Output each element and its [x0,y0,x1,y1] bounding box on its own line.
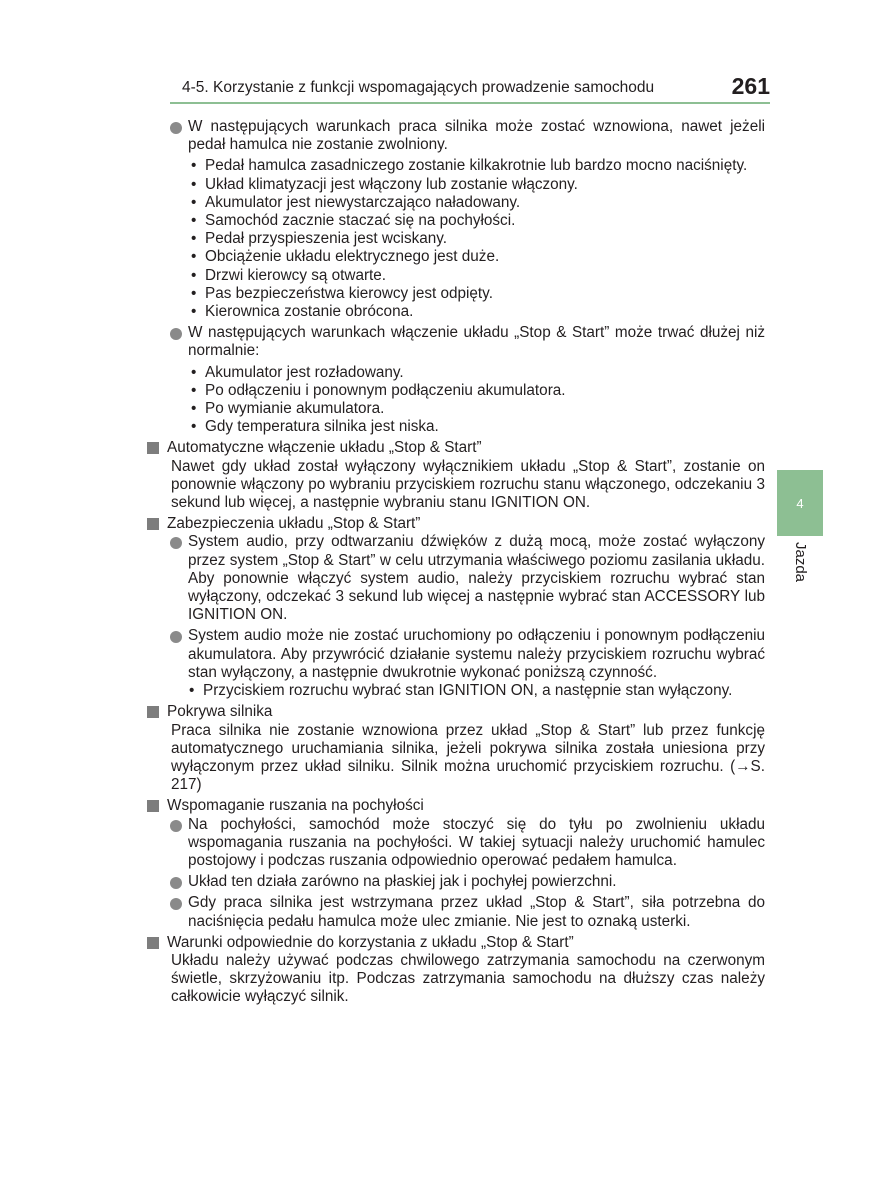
bullet-item [190,303,765,321]
bullet-item [190,400,765,418]
bullet-text: Akumulator jest rozładowany. [205,363,404,381]
section-hood [145,703,765,794]
section-body: Praca silnika nie zostanie wznowiona przez układ „Stop & Start” lub przez funkcję automatycznego uruchamiania silnika, jeżeli pokrywa silnika została uniesiona przy wyłączonym przez układ silniku. Silnik można uruchomić przyciskiem rozruchu. (→S. 217) [171,721,765,794]
list-item-text: Gdy praca silnika jest wstrzymana przez układ „Stop & Start”, siła potrzebna do naciśnięcia pedału hamulca może ulec zmianie. Nie jest to oznaką usterki. [188,894,765,930]
chapter-title: 4-5. Korzystanie z funkcji wspomagających prowadzenie samochodu [182,79,655,96]
bullet-item [190,157,765,175]
dot-icon: • [189,682,195,700]
list-item [145,118,765,321]
circle-bullet-icon [170,537,182,549]
square-bullet-icon [147,442,159,454]
square-bullet-icon [147,800,159,812]
bullet-list [188,157,765,321]
bullet-item [190,267,765,285]
chapter-tab-label: Jazda [792,542,809,583]
list-item-text: System audio może nie zostać uruchomiony po odłączeniu i ponownym podłączeniu akumulatora. Aby przywrócić działanie systemu należy przyciskiem rozruchu wybrać stan wyłączony, a następnie dwukrotnie wykonać poniższą czynność. [188,627,765,681]
list-item [145,533,765,624]
circle-bullet-icon [170,328,182,340]
page-header [170,75,770,105]
bullet-item [190,364,765,382]
dot-icon: • [191,248,197,266]
circle-bullet-icon [170,820,182,832]
section-safety [145,515,765,700]
section-heading-text: Pokrywa silnika [167,703,273,721]
list-item [145,873,765,891]
bullet-item [190,194,765,212]
section-body: Układu należy używać podczas chwilowego zatrzymania samochodu na czerwonym świetle, skrzyżowaniu itp. Podczas zatrzymania samochodu na dłuższy czas należy całkowicie wyłączyć silnik. [171,951,765,1006]
section-heading [145,439,765,457]
list-item-text: System audio, przy odtwarzaniu dźwięków z dużą mocą, może zostać wyłączony przez system „Stop & Start” w celu utrzymania właściwego poziomu zasilania układu. Aby ponownie włączyć system audio, należy przyciskiem rozruchu wybrać stan wyłączony, odczekać 3 sekund lub więcej a następnie wybrać stan ACCESSORY lub IGNITION ON. [188,533,765,624]
dot-icon: • [191,157,197,175]
list-item [145,324,765,436]
section-heading-text: Warunki odpowiednie do korzystania z układu „Stop & Start” [167,933,574,951]
bullet-text: Obciążenie układu elektrycznego jest duże. [205,248,500,266]
dot-icon: • [191,363,197,381]
bullet-list [188,364,765,437]
list-item [145,627,765,700]
dot-icon: • [191,284,197,302]
section-hill-start [145,797,765,930]
list-item-text: Na pochyłości, samochód może stoczyć się do tyłu po zwolnieniu układu wspomagania ruszania na pochyłości. W takiej sytuacji należy uruchomić hamulec postojowy i podczas ruszania odpowiednio operować pedałem hamulca. [188,815,765,869]
dot-icon: • [191,418,197,436]
dot-icon: • [191,400,197,418]
dot-icon: • [191,381,197,399]
dot-icon: • [191,303,197,321]
section-auto-restart [145,439,765,512]
list-item [145,894,765,930]
list-item-text: W następujących warunkach włączenie układu „Stop & Start” może trwać dłużej niż normalnie: [188,324,765,360]
bullet-text: Gdy temperatura silnika jest niska. [205,418,439,436]
bullet-item [190,285,765,303]
square-bullet-icon [147,937,159,949]
section-heading [145,703,765,721]
circle-bullet-icon [170,122,182,134]
dot-icon: • [191,212,197,230]
bullet-text: Kierownica zostanie obrócona. [205,303,414,321]
bullet-text: Pedał hamulca zasadniczego zostanie kilkakrotnie lub bardzo mocno naciśnięty. [205,157,748,175]
square-bullet-icon [147,518,159,530]
bullet-text: Po wymianie akumulatora. [205,400,385,418]
dot-icon: • [191,175,197,193]
page-number: 261 [731,73,770,99]
section-heading [145,515,765,533]
bullet-text: Akumulator jest niewystarczająco naładowany. [205,193,521,211]
bullet-item [190,382,765,400]
bullet-text: Samochód zacznie staczać się na pochyłości. [205,212,516,230]
section-heading-text: Zabezpieczenia układu „Stop & Start” [167,515,421,533]
bullet-item [190,230,765,248]
list-item-text: Układ ten działa zarówno na płaskiej jak i pochyłej powierzchni. [188,873,617,891]
bullet-item [188,682,765,700]
dot-icon: • [191,193,197,211]
dot-icon: • [191,266,197,284]
bullet-text: Drzwi kierowcy są otwarte. [205,266,387,284]
bullet-text: Układ klimatyzacji jest włączony lub zostanie włączony. [205,175,578,193]
header-rule [170,102,770,104]
bullet-text: Pedał przyspieszenia jest wciskany. [205,230,448,248]
section-heading [145,934,765,952]
section-heading-text: Automatyczne włączenie układu „Stop & Start” [167,439,482,457]
section-body: Nawet gdy układ został wyłączony wyłącznikiem układu „Stop & Start”, zostanie on ponownie włączony po wybraniu przyciskiem rozruchu stanu włączonego, odczekaniu 3 sekund lub więcej, a następnie wybraniu stanu IGNITION ON. [171,457,765,512]
circle-bullet-icon [170,898,182,910]
bullet-text: Pas bezpieczeństwa kierowcy jest odpięty. [205,284,493,302]
bullet-text: Przyciskiem rozruchu wybrać stan IGNITION ON, a następnie stan wyłączony. [203,682,733,700]
list-item-text: W następujących warunkach praca silnika może zostać wznowiona, nawet jeżeli pedał hamulca nie zostanie zwolniony. [188,118,765,154]
page-content [145,118,765,1010]
circle-bullet-icon [170,877,182,889]
list-item [145,816,765,871]
circle-bullet-icon [170,631,182,643]
section-heading-text: Wspomaganie ruszania na pochyłości [167,797,424,815]
bullet-item [190,176,765,194]
chapter-tab-number: 4 [796,496,804,511]
bullet-item [190,212,765,230]
bullet-text: Po odłączeniu i ponownym podłączeniu akumulatora. [205,381,566,399]
square-bullet-icon [147,706,159,718]
bullet-item [190,248,765,266]
dot-icon: • [191,230,197,248]
section-heading [145,797,765,815]
bullet-item [190,418,765,436]
chapter-tab [777,470,823,536]
section-conditions [145,934,765,1007]
